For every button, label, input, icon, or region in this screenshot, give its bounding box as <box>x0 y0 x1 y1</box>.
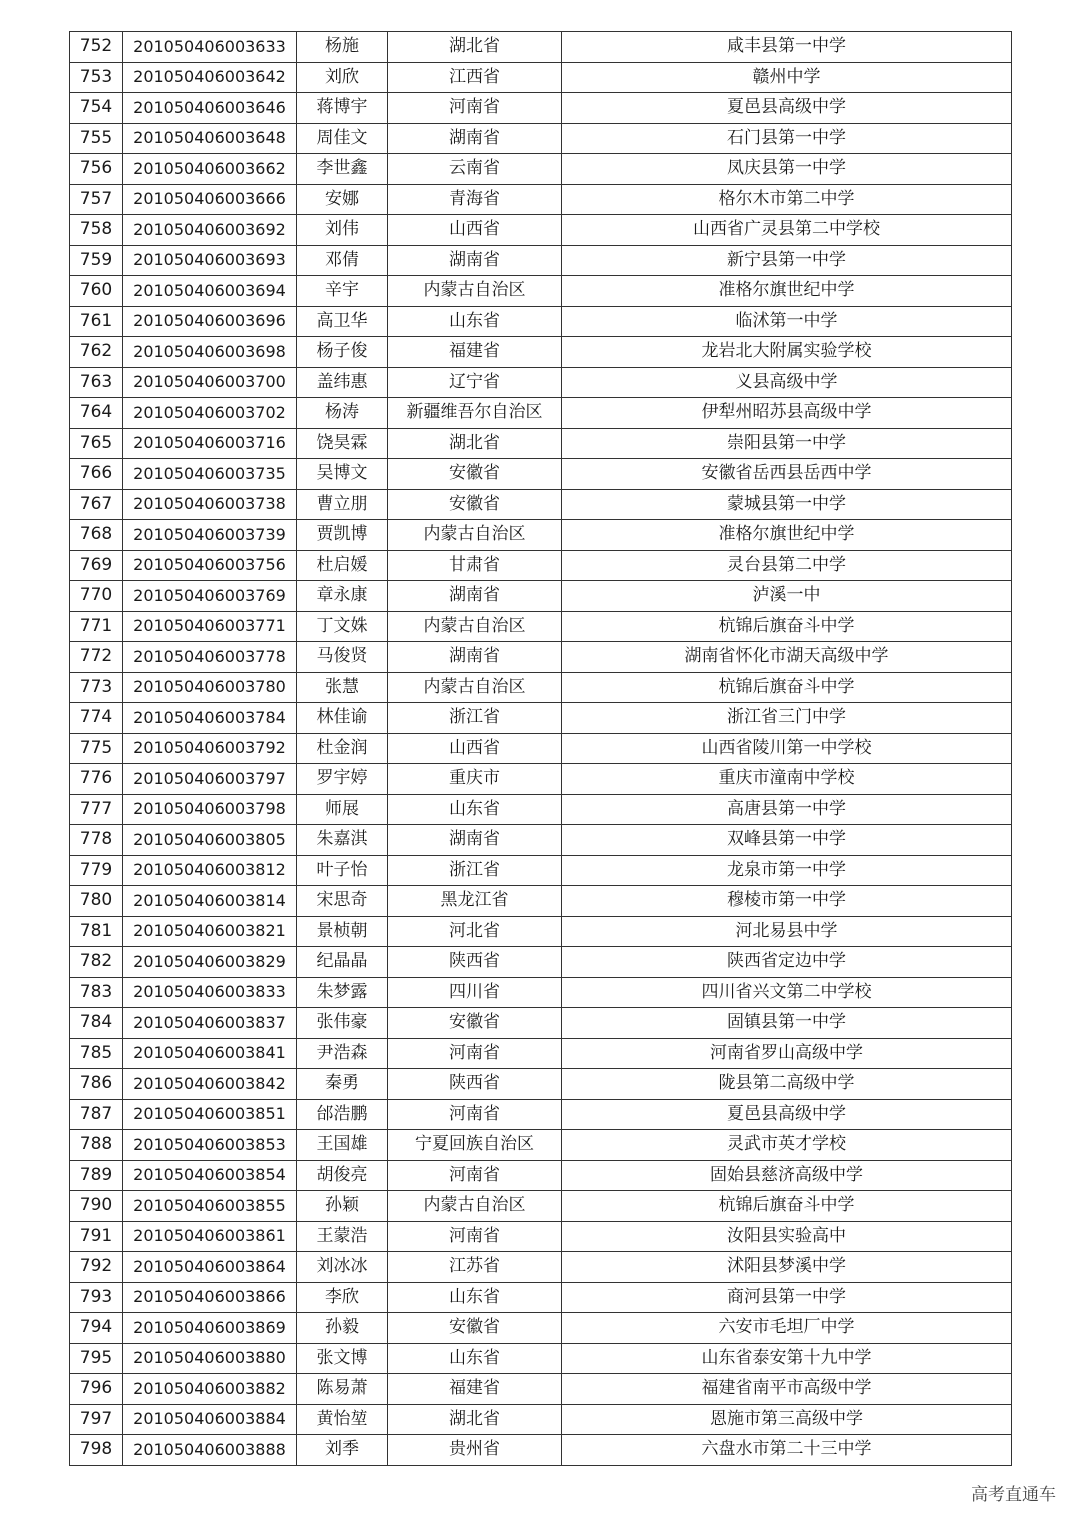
candidate-id-cell: 201050406003693 <box>123 245 297 276</box>
table-row <box>70 32 1012 63</box>
province-cell: 浙江省 <box>388 855 562 886</box>
table-row <box>70 703 1012 734</box>
school-name-cell: 咸丰县第一中学 <box>562 32 1012 63</box>
province-cell: 甘肃省 <box>388 550 562 581</box>
school-name-cell: 新宁县第一中学 <box>562 245 1012 276</box>
province-cell: 贵州省 <box>388 1435 562 1466</box>
table-row <box>70 1252 1012 1283</box>
candidate-id-cell: 201050406003837 <box>123 1008 297 1039</box>
student-name-cell: 张文博 <box>297 1343 388 1374</box>
province-cell: 山东省 <box>388 1282 562 1313</box>
candidate-id-cell: 201050406003702 <box>123 398 297 429</box>
school-name-cell: 灵台县第二中学 <box>562 550 1012 581</box>
student-name-cell: 盖纬惠 <box>297 367 388 398</box>
school-name-cell: 灵武市英才学校 <box>562 1130 1012 1161</box>
row-number-cell: 764 <box>70 398 123 429</box>
row-number-cell: 779 <box>70 855 123 886</box>
student-name-cell: 李欣 <box>297 1282 388 1313</box>
table-row <box>70 1160 1012 1191</box>
table-row <box>70 154 1012 185</box>
province-cell: 安徽省 <box>388 1008 562 1039</box>
row-number-cell: 773 <box>70 672 123 703</box>
student-name-cell: 叶子怡 <box>297 855 388 886</box>
student-name-cell: 马俊贤 <box>297 642 388 673</box>
school-name-cell: 固始县慈济高级中学 <box>562 1160 1012 1191</box>
school-name-cell: 蒙城县第一中学 <box>562 489 1012 520</box>
school-name-cell: 浙江省三门中学 <box>562 703 1012 734</box>
province-cell: 云南省 <box>388 154 562 185</box>
candidate-id-cell: 201050406003739 <box>123 520 297 551</box>
province-cell: 福建省 <box>388 337 562 368</box>
province-cell: 河南省 <box>388 1099 562 1130</box>
candidate-id-cell: 201050406003869 <box>123 1313 297 1344</box>
school-name-cell: 河南省罗山高级中学 <box>562 1038 1012 1069</box>
school-name-cell: 汝阳县实验高中 <box>562 1221 1012 1252</box>
row-number-cell: 765 <box>70 428 123 459</box>
table-row <box>70 489 1012 520</box>
table-row <box>70 1435 1012 1466</box>
candidate-id-cell: 201050406003771 <box>123 611 297 642</box>
province-cell: 江西省 <box>388 62 562 93</box>
row-number-cell: 755 <box>70 123 123 154</box>
table-row <box>70 1282 1012 1313</box>
province-cell: 宁夏回族自治区 <box>388 1130 562 1161</box>
table-row <box>70 1130 1012 1161</box>
province-cell: 四川省 <box>388 977 562 1008</box>
school-name-cell: 山西省陵川第一中学校 <box>562 733 1012 764</box>
table-row <box>70 1313 1012 1344</box>
candidate-id-cell: 201050406003814 <box>123 886 297 917</box>
row-number-cell: 797 <box>70 1404 123 1435</box>
candidate-id-cell: 201050406003821 <box>123 916 297 947</box>
school-name-cell: 凤庆县第一中学 <box>562 154 1012 185</box>
table-body <box>70 32 1012 1466</box>
row-number-cell: 791 <box>70 1221 123 1252</box>
row-number-cell: 790 <box>70 1191 123 1222</box>
school-name-cell: 福建省南平市高级中学 <box>562 1374 1012 1405</box>
table-row <box>70 733 1012 764</box>
province-cell: 内蒙古自治区 <box>388 1191 562 1222</box>
student-name-cell: 刘冰冰 <box>297 1252 388 1283</box>
school-name-cell: 准格尔旗世纪中学 <box>562 276 1012 307</box>
school-name-cell: 夏邑县高级中学 <box>562 1099 1012 1130</box>
table-row <box>70 1343 1012 1374</box>
school-name-cell: 杭锦后旗奋斗中学 <box>562 1191 1012 1222</box>
student-name-cell: 纪晶晶 <box>297 947 388 978</box>
student-name-cell: 宋思奇 <box>297 886 388 917</box>
student-name-cell: 邓倩 <box>297 245 388 276</box>
row-number-cell: 766 <box>70 459 123 490</box>
province-cell: 安徽省 <box>388 489 562 520</box>
candidate-id-cell: 201050406003698 <box>123 337 297 368</box>
province-cell: 陕西省 <box>388 1069 562 1100</box>
row-number-cell: 771 <box>70 611 123 642</box>
table-row <box>70 1404 1012 1435</box>
row-number-cell: 796 <box>70 1374 123 1405</box>
candidate-id-cell: 201050406003888 <box>123 1435 297 1466</box>
table-row <box>70 581 1012 612</box>
student-name-cell: 景桢朝 <box>297 916 388 947</box>
row-number-cell: 760 <box>70 276 123 307</box>
row-number-cell: 792 <box>70 1252 123 1283</box>
school-name-cell: 龙岩北大附属实验学校 <box>562 337 1012 368</box>
row-number-cell: 786 <box>70 1069 123 1100</box>
candidate-id-cell: 201050406003884 <box>123 1404 297 1435</box>
candidate-id-cell: 201050406003694 <box>123 276 297 307</box>
watermark-text: 高考直通车 <box>971 1485 1056 1505</box>
row-number-cell: 787 <box>70 1099 123 1130</box>
row-number-cell: 788 <box>70 1130 123 1161</box>
school-name-cell: 穆棱市第一中学 <box>562 886 1012 917</box>
row-number-cell: 783 <box>70 977 123 1008</box>
student-name-cell: 刘欣 <box>297 62 388 93</box>
row-number-cell: 767 <box>70 489 123 520</box>
candidate-id-cell: 201050406003864 <box>123 1252 297 1283</box>
province-cell: 内蒙古自治区 <box>388 276 562 307</box>
student-name-cell: 黄怡堃 <box>297 1404 388 1435</box>
table-row <box>70 977 1012 1008</box>
school-name-cell: 六安市毛坦厂中学 <box>562 1313 1012 1344</box>
row-number-cell: 763 <box>70 367 123 398</box>
row-number-cell: 798 <box>70 1435 123 1466</box>
province-cell: 重庆市 <box>388 764 562 795</box>
table-row <box>70 1099 1012 1130</box>
candidate-id-cell: 201050406003778 <box>123 642 297 673</box>
school-name-cell: 山东省泰安第十九中学 <box>562 1343 1012 1374</box>
school-name-cell: 临沭第一中学 <box>562 306 1012 337</box>
student-name-cell: 王国雄 <box>297 1130 388 1161</box>
row-number-cell: 769 <box>70 550 123 581</box>
school-name-cell: 龙泉市第一中学 <box>562 855 1012 886</box>
row-number-cell: 784 <box>70 1008 123 1039</box>
student-name-cell: 杜启媛 <box>297 550 388 581</box>
student-name-cell: 章永康 <box>297 581 388 612</box>
row-number-cell: 759 <box>70 245 123 276</box>
admission-list-table <box>69 31 1012 1466</box>
province-cell: 安徽省 <box>388 1313 562 1344</box>
province-cell: 黑龙江省 <box>388 886 562 917</box>
student-name-cell: 师展 <box>297 794 388 825</box>
candidate-id-cell: 201050406003880 <box>123 1343 297 1374</box>
province-cell: 新疆维吾尔自治区 <box>388 398 562 429</box>
school-name-cell: 六盘水市第二十三中学 <box>562 1435 1012 1466</box>
student-name-cell: 罗宇婷 <box>297 764 388 795</box>
row-number-cell: 753 <box>70 62 123 93</box>
student-name-cell: 贾凯博 <box>297 520 388 551</box>
table-row <box>70 123 1012 154</box>
province-cell: 河南省 <box>388 1038 562 1069</box>
table-row <box>70 1221 1012 1252</box>
candidate-id-cell: 201050406003666 <box>123 184 297 215</box>
candidate-id-cell: 201050406003841 <box>123 1038 297 1069</box>
candidate-id-cell: 201050406003854 <box>123 1160 297 1191</box>
table-row <box>70 520 1012 551</box>
row-number-cell: 781 <box>70 916 123 947</box>
row-number-cell: 772 <box>70 642 123 673</box>
student-name-cell: 丁文姝 <box>297 611 388 642</box>
student-name-cell: 杨子俊 <box>297 337 388 368</box>
province-cell: 湖南省 <box>388 642 562 673</box>
school-name-cell: 河北易县中学 <box>562 916 1012 947</box>
student-name-cell: 刘伟 <box>297 215 388 246</box>
school-name-cell: 义县高级中学 <box>562 367 1012 398</box>
candidate-id-cell: 201050406003833 <box>123 977 297 1008</box>
candidate-id-cell: 201050406003646 <box>123 93 297 124</box>
row-number-cell: 775 <box>70 733 123 764</box>
row-number-cell: 794 <box>70 1313 123 1344</box>
student-name-cell: 王蒙浩 <box>297 1221 388 1252</box>
student-name-cell: 林佳谕 <box>297 703 388 734</box>
school-name-cell: 沭阳县梦溪中学 <box>562 1252 1012 1283</box>
candidate-id-cell: 201050406003642 <box>123 62 297 93</box>
table-row <box>70 215 1012 246</box>
student-name-cell: 朱嘉淇 <box>297 825 388 856</box>
row-number-cell: 789 <box>70 1160 123 1191</box>
table-row <box>70 428 1012 459</box>
row-number-cell: 778 <box>70 825 123 856</box>
province-cell: 湖南省 <box>388 245 562 276</box>
candidate-id-cell: 201050406003842 <box>123 1069 297 1100</box>
candidate-id-cell: 201050406003716 <box>123 428 297 459</box>
province-cell: 山东省 <box>388 794 562 825</box>
province-cell: 山东省 <box>388 306 562 337</box>
province-cell: 湖北省 <box>388 32 562 63</box>
student-name-cell: 安娜 <box>297 184 388 215</box>
student-name-cell: 陈易萧 <box>297 1374 388 1405</box>
candidate-id-cell: 201050406003756 <box>123 550 297 581</box>
table-row <box>70 398 1012 429</box>
province-cell: 湖北省 <box>388 1404 562 1435</box>
table-row <box>70 245 1012 276</box>
row-number-cell: 795 <box>70 1343 123 1374</box>
row-number-cell: 758 <box>70 215 123 246</box>
province-cell: 安徽省 <box>388 459 562 490</box>
candidate-id-cell: 201050406003861 <box>123 1221 297 1252</box>
row-number-cell: 770 <box>70 581 123 612</box>
table-row <box>70 459 1012 490</box>
table-row <box>70 184 1012 215</box>
student-name-cell: 秦勇 <box>297 1069 388 1100</box>
province-cell: 河南省 <box>388 1221 562 1252</box>
school-name-cell: 石门县第一中学 <box>562 123 1012 154</box>
student-name-cell: 饶昊霖 <box>297 428 388 459</box>
school-name-cell: 伊犁州昭苏县高级中学 <box>562 398 1012 429</box>
student-name-cell: 尹浩森 <box>297 1038 388 1069</box>
province-cell: 湖南省 <box>388 581 562 612</box>
school-name-cell: 高唐县第一中学 <box>562 794 1012 825</box>
row-number-cell: 752 <box>70 32 123 63</box>
student-name-cell: 刘季 <box>297 1435 388 1466</box>
province-cell: 福建省 <box>388 1374 562 1405</box>
province-cell: 山西省 <box>388 733 562 764</box>
table-row <box>70 1038 1012 1069</box>
province-cell: 内蒙古自治区 <box>388 672 562 703</box>
student-name-cell: 朱梦露 <box>297 977 388 1008</box>
student-name-cell: 张慧 <box>297 672 388 703</box>
table-row <box>70 1191 1012 1222</box>
student-name-cell: 辛宇 <box>297 276 388 307</box>
student-name-cell: 周佳文 <box>297 123 388 154</box>
candidate-id-cell: 201050406003784 <box>123 703 297 734</box>
school-name-cell: 格尔木市第二中学 <box>562 184 1012 215</box>
table-row <box>70 367 1012 398</box>
school-name-cell: 湖南省怀化市湖天高级中学 <box>562 642 1012 673</box>
candidate-id-cell: 201050406003692 <box>123 215 297 246</box>
province-cell: 辽宁省 <box>388 367 562 398</box>
row-number-cell: 768 <box>70 520 123 551</box>
candidate-id-cell: 201050406003769 <box>123 581 297 612</box>
province-cell: 内蒙古自治区 <box>388 611 562 642</box>
school-name-cell: 双峰县第一中学 <box>562 825 1012 856</box>
table-row <box>70 825 1012 856</box>
candidate-id-cell: 201050406003696 <box>123 306 297 337</box>
candidate-id-cell: 201050406003866 <box>123 1282 297 1313</box>
student-name-cell: 胡俊亮 <box>297 1160 388 1191</box>
student-name-cell: 李世鑫 <box>297 154 388 185</box>
student-name-cell: 吴博文 <box>297 459 388 490</box>
province-cell: 山东省 <box>388 1343 562 1374</box>
table-row <box>70 337 1012 368</box>
table-row <box>70 947 1012 978</box>
table-row <box>70 886 1012 917</box>
table-row <box>70 1008 1012 1039</box>
row-number-cell: 774 <box>70 703 123 734</box>
row-number-cell: 754 <box>70 93 123 124</box>
candidate-id-cell: 201050406003829 <box>123 947 297 978</box>
province-cell: 青海省 <box>388 184 562 215</box>
candidate-id-cell: 201050406003738 <box>123 489 297 520</box>
student-name-cell: 邰浩鹏 <box>297 1099 388 1130</box>
school-name-cell: 杭锦后旗奋斗中学 <box>562 611 1012 642</box>
student-name-cell: 高卫华 <box>297 306 388 337</box>
school-name-cell: 夏邑县高级中学 <box>562 93 1012 124</box>
province-cell: 陕西省 <box>388 947 562 978</box>
province-cell: 内蒙古自治区 <box>388 520 562 551</box>
school-name-cell: 杭锦后旗奋斗中学 <box>562 672 1012 703</box>
school-name-cell: 赣州中学 <box>562 62 1012 93</box>
candidate-id-cell: 201050406003882 <box>123 1374 297 1405</box>
candidate-id-cell: 201050406003812 <box>123 855 297 886</box>
school-name-cell: 泸溪一中 <box>562 581 1012 612</box>
table-row <box>70 306 1012 337</box>
row-number-cell: 777 <box>70 794 123 825</box>
row-number-cell: 761 <box>70 306 123 337</box>
student-name-cell: 孙毅 <box>297 1313 388 1344</box>
table-row <box>70 764 1012 795</box>
school-name-cell: 重庆市潼南中学校 <box>562 764 1012 795</box>
row-number-cell: 762 <box>70 337 123 368</box>
candidate-id-cell: 201050406003700 <box>123 367 297 398</box>
student-name-cell: 曹立朋 <box>297 489 388 520</box>
candidate-id-cell: 201050406003805 <box>123 825 297 856</box>
table-row <box>70 550 1012 581</box>
student-name-cell: 蒋博宇 <box>297 93 388 124</box>
school-name-cell: 固镇县第一中学 <box>562 1008 1012 1039</box>
table-row <box>70 855 1012 886</box>
table-row <box>70 916 1012 947</box>
table-row <box>70 1374 1012 1405</box>
row-number-cell: 782 <box>70 947 123 978</box>
candidate-id-cell: 201050406003797 <box>123 764 297 795</box>
table-row <box>70 62 1012 93</box>
candidate-id-cell: 201050406003792 <box>123 733 297 764</box>
candidate-id-cell: 201050406003735 <box>123 459 297 490</box>
province-cell: 江苏省 <box>388 1252 562 1283</box>
table-row <box>70 794 1012 825</box>
candidate-id-cell: 201050406003633 <box>123 32 297 63</box>
student-name-cell: 张伟豪 <box>297 1008 388 1039</box>
province-cell: 浙江省 <box>388 703 562 734</box>
student-name-cell: 杨涛 <box>297 398 388 429</box>
school-name-cell: 陇县第二高级中学 <box>562 1069 1012 1100</box>
candidate-id-cell: 201050406003662 <box>123 154 297 185</box>
province-cell: 湖南省 <box>388 123 562 154</box>
row-number-cell: 793 <box>70 1282 123 1313</box>
row-number-cell: 776 <box>70 764 123 795</box>
province-cell: 河北省 <box>388 916 562 947</box>
school-name-cell: 安徽省岳西县岳西中学 <box>562 459 1012 490</box>
province-cell: 河南省 <box>388 1160 562 1191</box>
row-number-cell: 757 <box>70 184 123 215</box>
student-name-cell: 杨施 <box>297 32 388 63</box>
student-name-cell: 孙颖 <box>297 1191 388 1222</box>
table-row <box>70 1069 1012 1100</box>
school-name-cell: 陕西省定边中学 <box>562 947 1012 978</box>
school-name-cell: 准格尔旗世纪中学 <box>562 520 1012 551</box>
candidate-id-cell: 201050406003780 <box>123 672 297 703</box>
table-row <box>70 642 1012 673</box>
table-row <box>70 93 1012 124</box>
row-number-cell: 780 <box>70 886 123 917</box>
table-row <box>70 611 1012 642</box>
candidate-id-cell: 201050406003853 <box>123 1130 297 1161</box>
candidate-id-cell: 201050406003851 <box>123 1099 297 1130</box>
candidate-id-cell: 201050406003855 <box>123 1191 297 1222</box>
table-row <box>70 276 1012 307</box>
province-cell: 湖北省 <box>388 428 562 459</box>
school-name-cell: 商河县第一中学 <box>562 1282 1012 1313</box>
table-row <box>70 672 1012 703</box>
candidate-id-cell: 201050406003798 <box>123 794 297 825</box>
province-cell: 河南省 <box>388 93 562 124</box>
school-name-cell: 山西省广灵县第二中学校 <box>562 215 1012 246</box>
school-name-cell: 四川省兴文第二中学校 <box>562 977 1012 1008</box>
school-name-cell: 崇阳县第一中学 <box>562 428 1012 459</box>
row-number-cell: 756 <box>70 154 123 185</box>
student-name-cell: 杜金润 <box>297 733 388 764</box>
province-cell: 湖南省 <box>388 825 562 856</box>
province-cell: 山西省 <box>388 215 562 246</box>
row-number-cell: 785 <box>70 1038 123 1069</box>
school-name-cell: 恩施市第三高级中学 <box>562 1404 1012 1435</box>
candidate-id-cell: 201050406003648 <box>123 123 297 154</box>
